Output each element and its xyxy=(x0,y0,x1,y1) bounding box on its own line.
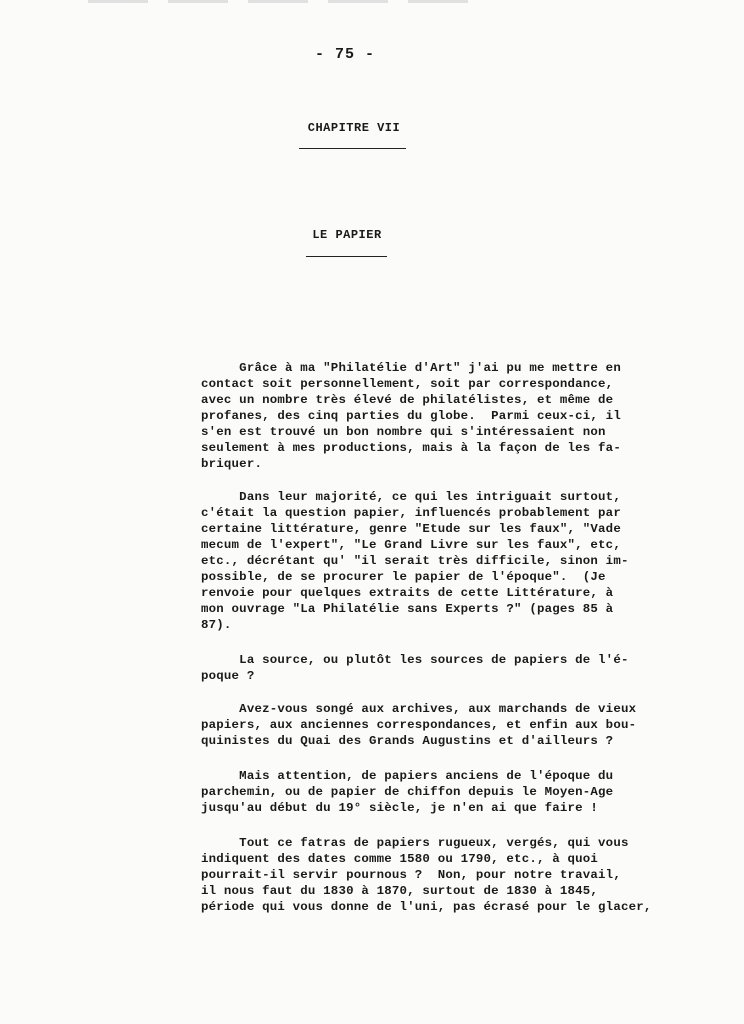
text-line: il nous faut du 1830 à 1870, surtout de 1830 à 1845, xyxy=(201,884,599,898)
title-underline xyxy=(306,256,387,257)
text-line: La source, ou plutôt les sources de papiers de l'é- xyxy=(201,653,629,667)
text-line: Mais attention, de papiers anciens de l'époque du xyxy=(201,769,614,783)
text-line: c'était la question papier, influencés probablement par xyxy=(201,506,621,520)
text-line: seulement à mes productions, mais à la façon de les fa- xyxy=(201,441,621,455)
chapter-title: LE PAPIER xyxy=(312,228,382,242)
text-line: période qui vous donne de l'uni, pas écrasé pour le glacer, xyxy=(201,900,652,914)
text-line: s'en est trouvé un bon nombre qui s'intéressaient non xyxy=(201,425,606,439)
text-line: renvoie pour quelques extraits de cette Littérature, à xyxy=(201,586,614,600)
text-line: mecum de l'expert", "Le Grand Livre sur les faux", etc, xyxy=(201,538,621,552)
text-line: Dans leur majorité, ce qui les intriguait surtout, xyxy=(201,490,621,504)
text-line: jusqu'au début du 19° siècle, je n'en ai que faire ! xyxy=(201,801,599,815)
chapter-heading: CHAPITRE VII xyxy=(307,121,401,135)
text-line: poque ? xyxy=(201,669,255,683)
text-line: contact soit personnellement, soit par correspondance, xyxy=(201,377,614,391)
text-line: possible, de se procurer le papier de l'époque". (Je xyxy=(201,570,606,584)
paragraph-4 xyxy=(201,701,701,749)
chapter-underline xyxy=(299,148,406,149)
body-text xyxy=(201,360,701,915)
paragraph-3 xyxy=(201,652,701,684)
paragraph-2 xyxy=(201,489,701,633)
paragraph-5 xyxy=(201,768,701,816)
text-line: profanes, des cinq parties du globe. Parmi ceux-ci, il xyxy=(201,409,621,423)
paragraph-6 xyxy=(201,835,701,915)
text-line: certaine littérature, genre "Etude sur les faux", "Vade xyxy=(201,522,621,536)
text-line: quinistes du Quai des Grands Augustins et d'ailleurs ? xyxy=(201,734,614,748)
text-line: Grâce à ma "Philatélie d'Art" j'ai pu me mettre en xyxy=(201,361,621,375)
text-line: indiquent des dates comme 1580 ou 1790, etc., à quoi xyxy=(201,852,599,866)
page-number: - 75 - xyxy=(314,46,375,63)
text-line: avec un nombre très élevé de philatélistes, et même de xyxy=(201,393,614,407)
text-line: 87). xyxy=(201,618,232,632)
text-line: Avez-vous songé aux archives, aux marchands de vieux xyxy=(201,702,637,716)
top-edge-smudge xyxy=(88,0,488,3)
text-line: pourrait-il servir pournous ? Non, pour notre travail, xyxy=(201,868,621,882)
text-line: parchemin, ou de papier de chiffon depuis le Moyen-Age xyxy=(201,785,614,799)
text-line: etc., décrétant qu' "il serait très difficile, sinon im- xyxy=(201,554,629,568)
text-line: briquer. xyxy=(201,457,263,471)
text-line: mon ouvrage "La Philatélie sans Experts ?" (pages 85 à xyxy=(201,602,614,616)
text-line: Tout ce fatras de papiers rugueux, vergés, qui vous xyxy=(201,836,629,850)
paragraph-1 xyxy=(201,360,701,472)
text-line: papiers, aux anciennes correspondances, et enfin aux bou- xyxy=(201,718,637,732)
